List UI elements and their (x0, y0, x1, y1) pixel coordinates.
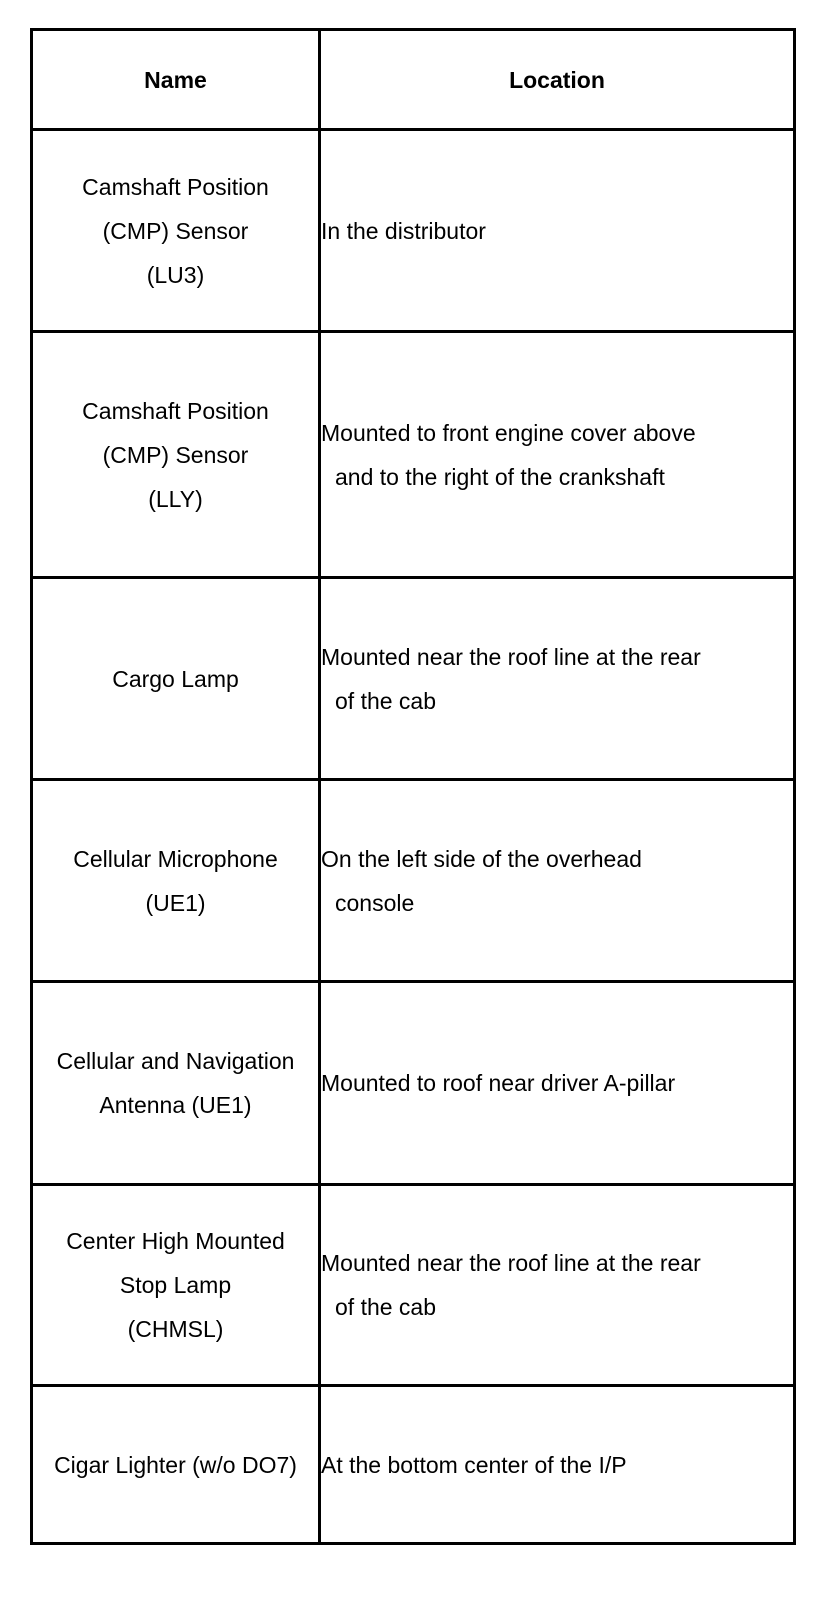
component-name-line: (CHMSL) (127, 1316, 224, 1342)
location-line: Mounted to roof near driver A-pillar (321, 1070, 676, 1096)
location-line: At the bottom center of the I/P (321, 1451, 627, 1478)
component-name-line: (LLY) (148, 485, 203, 512)
component-name-cell (32, 1386, 320, 1544)
component-name-line: (CMP) Sensor (102, 217, 249, 244)
table-row (32, 1185, 795, 1386)
location-line: On the left side of the overhead (321, 845, 642, 872)
component-name-line: (CMP) Sensor (102, 441, 249, 468)
location-line: of the cab (335, 1294, 437, 1320)
component-name-line: Cargo Lamp (112, 665, 239, 692)
table-row (32, 982, 795, 1185)
location-column-header: Location (320, 30, 795, 130)
component-location-cell (320, 780, 795, 982)
component-name-cell (32, 332, 320, 578)
location-line: of the cab (335, 687, 437, 714)
component-name-cell (32, 780, 320, 982)
location-line: Mounted near the roof line at the rear (321, 1250, 701, 1276)
component-name-line: Cellular and Navigation (56, 1048, 295, 1074)
component-name-cell (32, 1185, 320, 1386)
component-name-line: Stop Lamp (119, 1272, 232, 1298)
component-name-cell (32, 130, 320, 332)
table-row (32, 1386, 795, 1544)
table-row (32, 130, 795, 332)
table-row (32, 780, 795, 982)
component-name-line: Camshaft Position (82, 173, 269, 200)
component-name-line: Center High Mounted (66, 1228, 285, 1254)
component-name-cell (32, 578, 320, 780)
component-location-cell (320, 1386, 795, 1544)
component-location-cell (320, 130, 795, 332)
component-name-line: (UE1) (145, 889, 206, 916)
location-line: Mounted near the roof line at the rear (321, 643, 701, 670)
location-line: In the distributor (321, 217, 486, 244)
component-location-cell (320, 332, 795, 578)
component-name-line: Cigar Lighter (w/o DO7) (54, 1451, 297, 1478)
location-line: Mounted to front engine cover above (321, 419, 696, 446)
component-name-line: Antenna (UE1) (99, 1092, 252, 1118)
component-name-line: (LU3) (146, 261, 205, 288)
component-name-line: Cellular Microphone (73, 845, 278, 872)
component-name-cell (32, 982, 320, 1185)
header-row (32, 30, 795, 130)
component-name-line: Camshaft Position (82, 397, 269, 424)
component-location-cell (320, 578, 795, 780)
location-line: console (335, 889, 415, 916)
component-location-cell (320, 982, 795, 1185)
component-location-cell (320, 1185, 795, 1386)
location-line: and to the right of the crankshaft (335, 463, 665, 490)
table-row (32, 332, 795, 578)
name-column-header: Name (32, 30, 320, 130)
component-location-table (30, 28, 796, 1545)
table-row (32, 578, 795, 780)
